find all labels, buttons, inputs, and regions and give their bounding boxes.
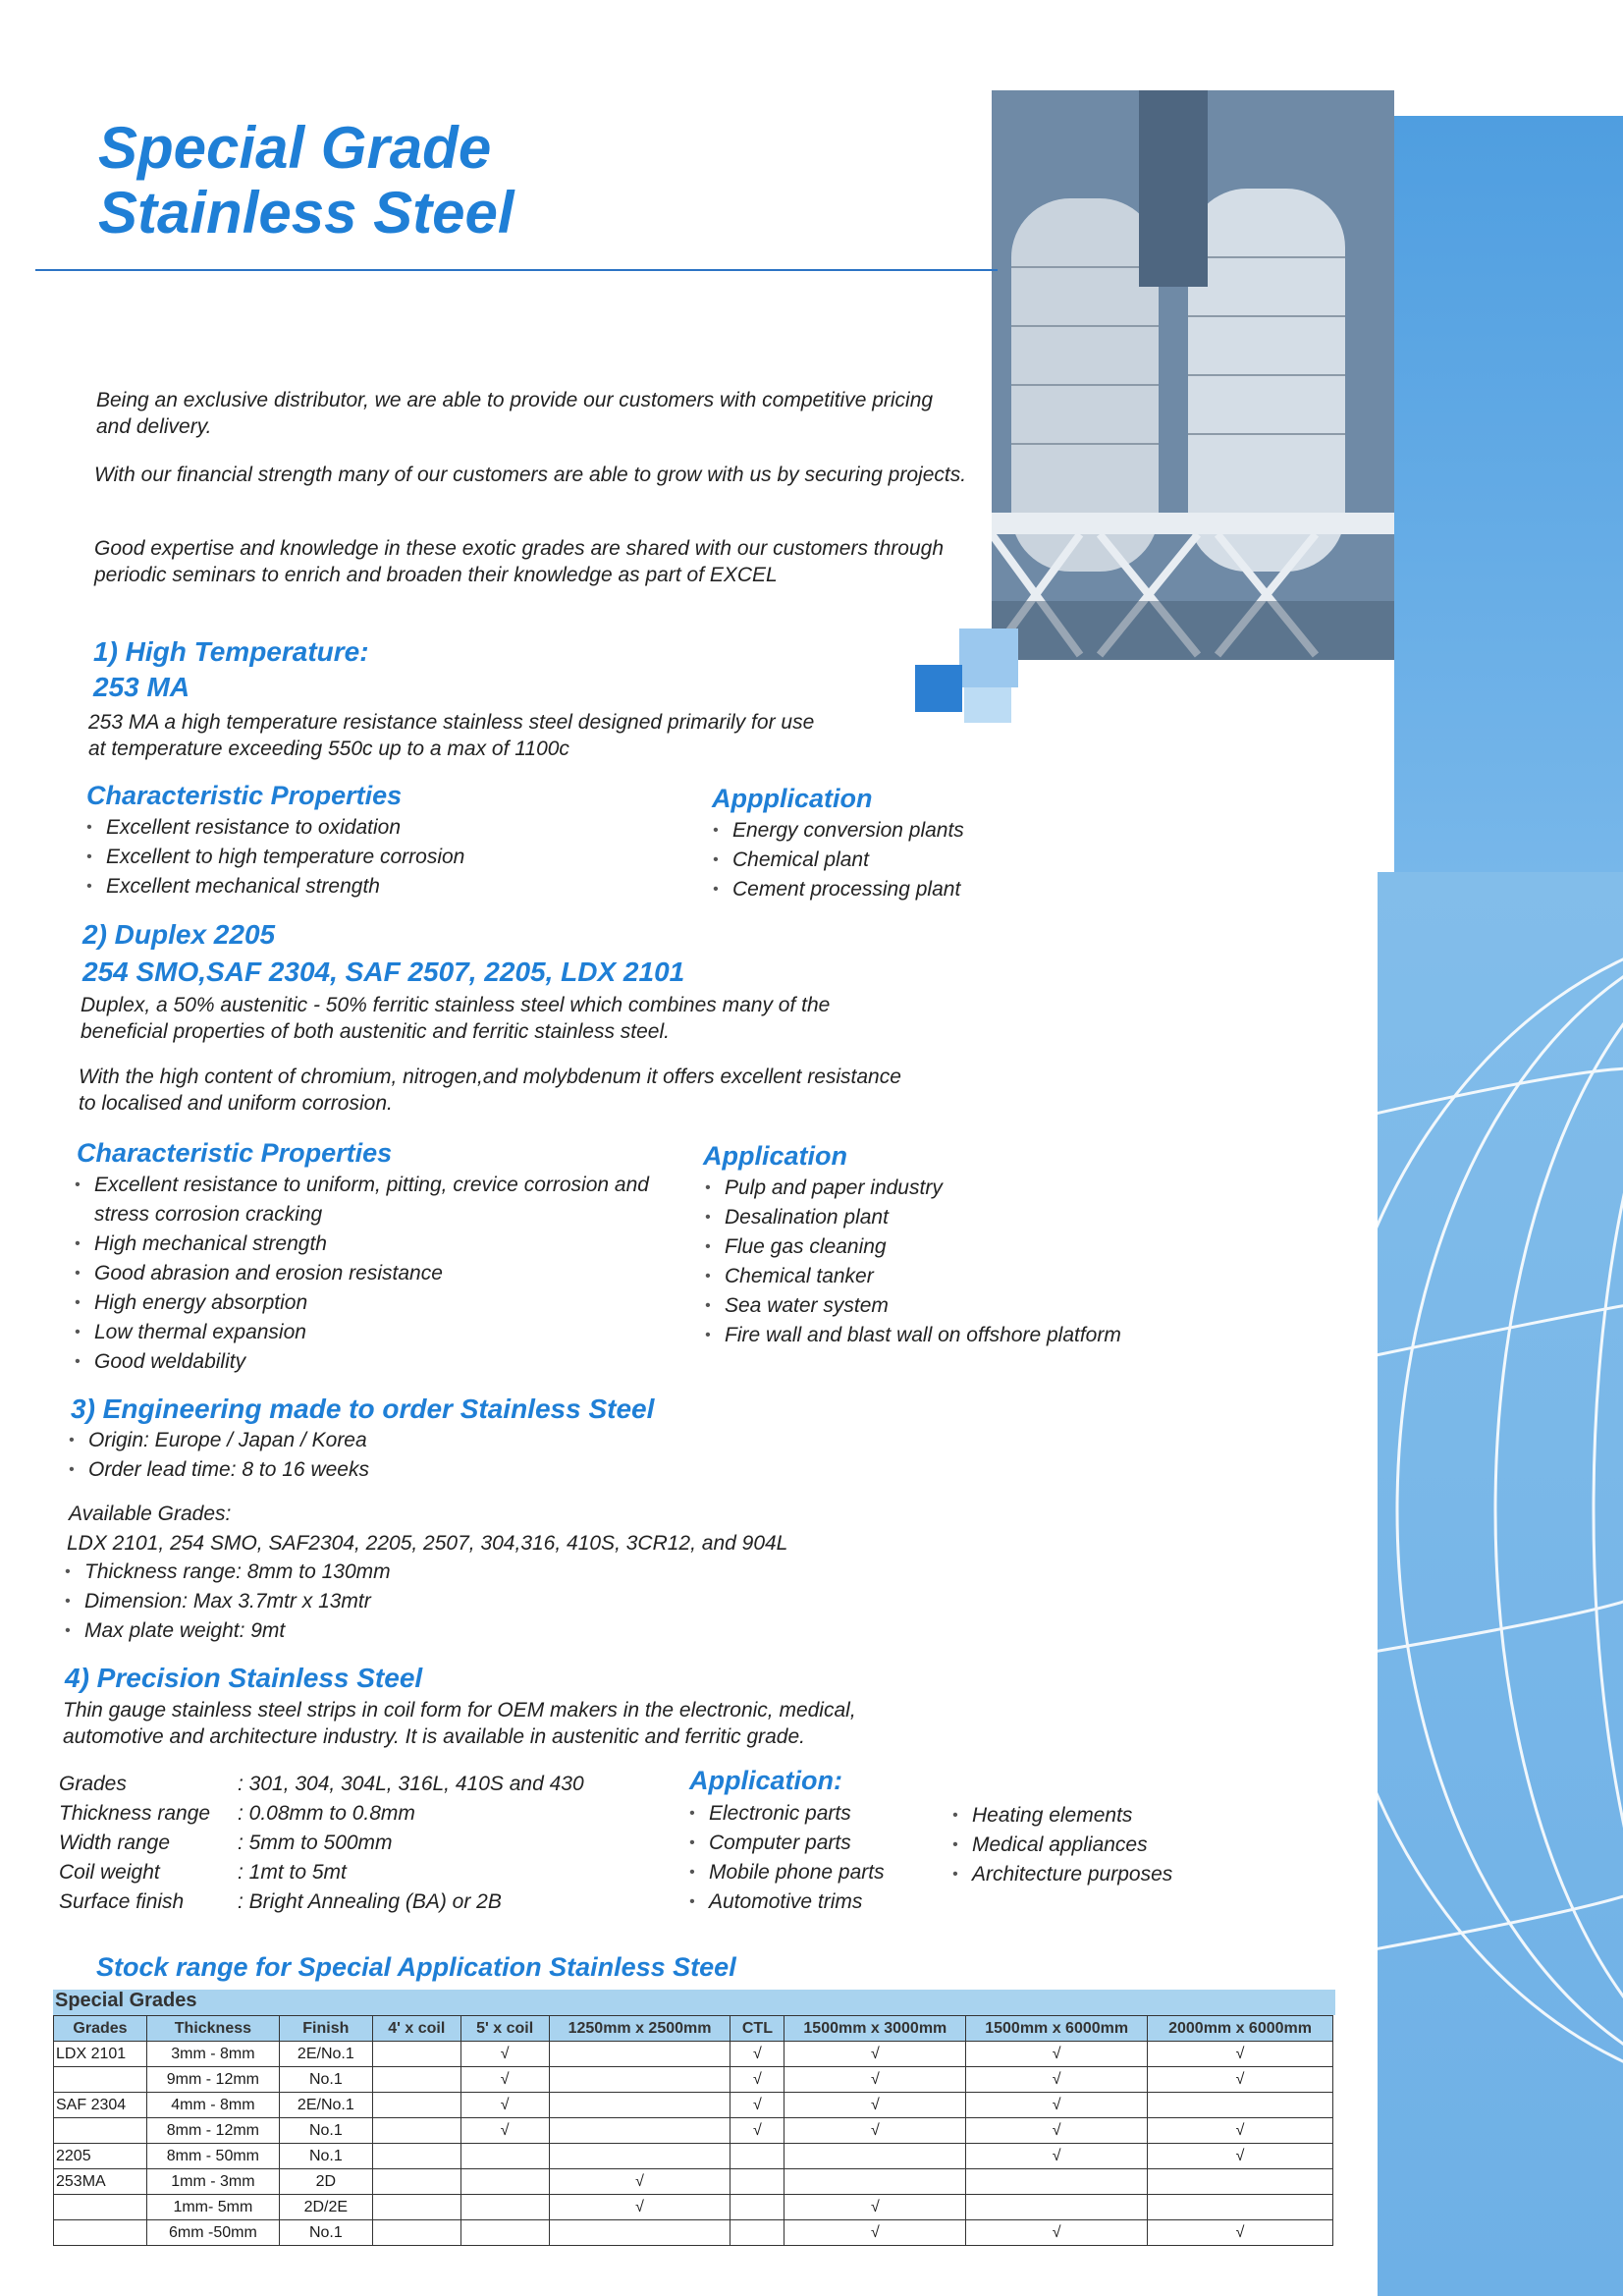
- section-2-application-list: [705, 1174, 1294, 1350]
- table-cell: 4mm - 8mm: [146, 2093, 279, 2118]
- section-2-application-heading: Application: [703, 1141, 847, 1171]
- list-item: • Chemical tanker: [705, 1262, 1294, 1291]
- section-4-application-list-1: [689, 1799, 945, 1917]
- availability-cell: √: [730, 2067, 784, 2093]
- spec-value: : 5mm to 500mm: [238, 1831, 393, 1854]
- decor-square: [915, 665, 962, 712]
- table-cell: 2D: [279, 2169, 372, 2195]
- spec-row: [59, 1770, 584, 1799]
- section-3-list: [69, 1426, 658, 1485]
- availability-cell: [549, 2144, 730, 2169]
- availability-cell: √: [460, 2042, 549, 2067]
- availability-cell: √: [730, 2042, 784, 2067]
- list-item: • Mobile phone parts: [689, 1858, 945, 1887]
- table-body: [54, 2042, 1333, 2246]
- section-1-description: 253 MA a high temperature resistance stainless steel designed primarily for use at temperature exceeding 550c up to a max of 1100c: [88, 711, 815, 760]
- table-cell: [54, 2220, 147, 2246]
- section-4-spec-table: [59, 1770, 584, 1917]
- availability-cell: [372, 2042, 460, 2067]
- table-cell: 6mm -50mm: [146, 2220, 279, 2246]
- column-header: CTL: [730, 2016, 784, 2042]
- availability-cell: [549, 2220, 730, 2246]
- list-item: • Electronic parts: [689, 1799, 945, 1829]
- spec-value: : Bright Annealing (BA) or 2B: [238, 1890, 502, 1913]
- availability-cell: [549, 2042, 730, 2067]
- table-row: [54, 2144, 1333, 2169]
- availability-cell: √: [460, 2093, 549, 2118]
- spec-value: : 301, 304, 304L, 316L, 410S and 430: [238, 1773, 584, 1795]
- availability-cell: √: [784, 2042, 966, 2067]
- list-item: • Low thermal expansion: [75, 1318, 664, 1347]
- list-item: • Origin: Europe / Japan / Korea: [69, 1426, 658, 1455]
- section-3-heading: 3) Engineering made to order Stainless Steel: [71, 1394, 655, 1424]
- spec-label: Width range: [59, 1831, 171, 1854]
- availability-cell: √: [966, 2118, 1148, 2144]
- availability-cell: [966, 2195, 1148, 2220]
- table-row: [54, 2118, 1333, 2144]
- section-2-characteristic-heading: Characteristic Properties: [77, 1138, 393, 1168]
- column-header: Thickness: [146, 2016, 279, 2042]
- spec-label: Coil weight: [59, 1861, 160, 1884]
- availability-cell: [372, 2169, 460, 2195]
- list-item: • Max plate weight: 9mt: [65, 1616, 654, 1646]
- list-item: • Heating elements: [952, 1801, 1247, 1831]
- spec-label: Thickness range: [59, 1802, 211, 1825]
- availability-cell: [460, 2169, 549, 2195]
- section-2-description-2: With the high content of chromium, nitrogen,and molybdenum it offers excellent resistance to localised and uniform corrosion.: [79, 1066, 901, 1115]
- availability-cell: √: [966, 2220, 1148, 2246]
- section-2-heading: 2) Duplex 2205: [82, 919, 276, 950]
- list-item: • Sea water system: [705, 1291, 1294, 1321]
- availability-cell: [372, 2093, 460, 2118]
- section-1-application-heading: Appplication: [712, 784, 873, 813]
- availability-cell: √: [784, 2195, 966, 2220]
- list-item: • Automotive trims: [689, 1887, 945, 1917]
- section-1-heading: 1) High Temperature:: [93, 636, 369, 667]
- table-cell: [54, 2118, 147, 2144]
- availability-cell: [730, 2195, 784, 2220]
- availability-cell: √: [784, 2093, 966, 2118]
- list-item: • Architecture purposes: [952, 1860, 1247, 1889]
- column-header: 1500mm x 6000mm: [966, 2016, 1148, 2042]
- section-2-subheading: 254 SMO,SAF 2304, SAF 2507, 2205, LDX 2101: [82, 957, 685, 987]
- table-cell: 8mm - 12mm: [146, 2118, 279, 2144]
- table-cell: No.1: [279, 2118, 372, 2144]
- decor-square: [964, 687, 1011, 723]
- availability-cell: [1148, 2093, 1333, 2118]
- availability-cell: [372, 2144, 460, 2169]
- availability-cell: [372, 2118, 460, 2144]
- column-header: 1250mm x 2500mm: [549, 2016, 730, 2042]
- spec-label: Grades: [59, 1773, 127, 1795]
- decor-square: [959, 629, 1018, 687]
- section-1-subheading: 253 MA: [93, 672, 190, 702]
- availability-cell: [1148, 2169, 1333, 2195]
- availability-cell: √: [730, 2093, 784, 2118]
- list-item: • Excellent resistance to uniform, pitting, crevice corrosion and stress corrosion cracking: [75, 1171, 664, 1230]
- table-cell: 3mm - 8mm: [146, 2042, 279, 2067]
- availability-cell: [784, 2169, 966, 2195]
- table-cell: No.1: [279, 2144, 372, 2169]
- column-header: 2000mm x 6000mm: [1148, 2016, 1333, 2042]
- availability-cell: [730, 2220, 784, 2246]
- list-item: • Computer parts: [689, 1829, 945, 1858]
- section-1-application-list: [713, 816, 1106, 904]
- intro-paragraph-1: Being an exclusive distributor, we are able to provide our customers with competitive pricing and delivery.: [96, 389, 934, 438]
- spec-row: [59, 1799, 584, 1829]
- availability-cell: √: [1148, 2118, 1333, 2144]
- availability-cell: √: [1148, 2067, 1333, 2093]
- spec-value: : 1mt to 5mt: [238, 1861, 347, 1884]
- section-1-characteristic-list: [86, 813, 636, 902]
- list-item: • Excellent mechanical strength: [86, 872, 636, 902]
- table-cell: 1mm- 5mm: [146, 2195, 279, 2220]
- list-item: • High energy absorption: [75, 1288, 664, 1318]
- spec-label: Surface finish: [59, 1890, 185, 1913]
- table-row: [54, 2169, 1333, 2195]
- availability-cell: √: [966, 2144, 1148, 2169]
- list-item: • Energy conversion plants: [713, 816, 1106, 846]
- availability-cell: [372, 2067, 460, 2093]
- list-item: • Good weldability: [75, 1347, 664, 1377]
- availability-cell: √: [730, 2118, 784, 2144]
- stock-range-title: Stock range for Special Application Stainless Steel: [96, 1952, 736, 1982]
- availability-cell: [372, 2195, 460, 2220]
- table-row: [54, 2093, 1333, 2118]
- availability-cell: [372, 2220, 460, 2246]
- availability-cell: [730, 2144, 784, 2169]
- section-2-description-1: Duplex, a 50% austenitic - 50% ferritic stainless steel which combines many of the beneficial properties of both austenitic and ferritic stainless steel.: [81, 994, 831, 1043]
- list-item: • Medical appliances: [952, 1831, 1247, 1860]
- availability-cell: √: [1148, 2042, 1333, 2067]
- availability-cell: √: [460, 2067, 549, 2093]
- intro-paragraph-3: Good expertise and knowledge in these exotic grades are shared with our customers through periodic seminars to enrich and broaden their knowledge as part of EXCEL: [94, 537, 944, 586]
- table-cell: LDX 2101: [54, 2042, 147, 2067]
- intro-paragraph-2: With our financial strength many of our customers are able to grow with us by securing projects.: [94, 464, 967, 486]
- section-1-characteristic-heading: Characteristic Properties: [86, 781, 403, 810]
- blue-side-panel-top: [1394, 116, 1623, 872]
- globe-side-panel: [1378, 872, 1623, 2296]
- title-line-1: Special Grade: [98, 115, 492, 181]
- table-cell: 8mm - 50mm: [146, 2144, 279, 2169]
- list-item: • Pulp and paper industry: [705, 1174, 1294, 1203]
- availability-cell: [784, 2144, 966, 2169]
- availability-cell: [549, 2118, 730, 2144]
- section-3-grades: LDX 2101, 254 SMO, SAF2304, 2205, 2507, 304,316, 410S, 3CR12, and 904L: [67, 1532, 788, 1555]
- availability-cell: [460, 2195, 549, 2220]
- table-row: [54, 2220, 1333, 2246]
- table-cell: SAF 2304: [54, 2093, 147, 2118]
- availability-cell: [549, 2067, 730, 2093]
- availability-cell: √: [549, 2195, 730, 2220]
- section-3-grades-label: Available Grades:: [69, 1503, 232, 1525]
- availability-cell: [460, 2220, 549, 2246]
- table-cell: [54, 2195, 147, 2220]
- section-4-application-heading: Application:: [689, 1766, 842, 1795]
- list-item: • Chemical plant: [713, 846, 1106, 875]
- table-row: [54, 2067, 1333, 2093]
- title-line-2: Stainless Steel: [98, 180, 514, 246]
- availability-cell: √: [549, 2169, 730, 2195]
- spec-value: : 0.08mm to 0.8mm: [238, 1802, 415, 1825]
- list-item: • Good abrasion and erosion resistance: [75, 1259, 664, 1288]
- section-4-application-list-2: [952, 1801, 1247, 1889]
- availability-cell: √: [784, 2118, 966, 2144]
- table-cell: 253MA: [54, 2169, 147, 2195]
- column-header: Grades: [54, 2016, 147, 2042]
- availability-cell: √: [784, 2220, 966, 2246]
- list-item: • Excellent resistance to oxidation: [86, 813, 636, 843]
- stock-range-table: [53, 2015, 1333, 2246]
- title-divider: [35, 269, 998, 271]
- column-header: 5' x coil: [460, 2016, 549, 2042]
- availability-cell: √: [460, 2118, 549, 2144]
- availability-cell: [549, 2093, 730, 2118]
- list-item: • Cement processing plant: [713, 875, 1106, 904]
- page-title: [98, 116, 514, 246]
- table-cell: 2D/2E: [279, 2195, 372, 2220]
- list-item: • Excellent to high temperature corrosion: [86, 843, 636, 872]
- section-2-characteristic-list: [75, 1171, 664, 1377]
- availability-cell: √: [784, 2067, 966, 2093]
- table-row: [54, 2042, 1333, 2067]
- table-row: [54, 2195, 1333, 2220]
- availability-cell: [730, 2169, 784, 2195]
- section-4-description: Thin gauge stainless steel strips in coil form for OEM makers in the electronic, medical, automotive and architecture industry. It is available in austenitic and ferritic grade.: [63, 1699, 856, 1748]
- table-cell: 2E/No.1: [279, 2093, 372, 2118]
- availability-cell: √: [1148, 2220, 1333, 2246]
- table-cell: [54, 2067, 147, 2093]
- section-3-specs-list: [65, 1558, 654, 1646]
- list-item: • Thickness range: 8mm to 130mm: [65, 1558, 654, 1587]
- table-cell: 2E/No.1: [279, 2042, 372, 2067]
- globe-graphic: [1378, 872, 1623, 2296]
- industrial-silo-photo: [992, 90, 1394, 660]
- table-cell: 1mm - 3mm: [146, 2169, 279, 2195]
- table-header-row: [54, 2016, 1333, 2042]
- availability-cell: √: [1148, 2144, 1333, 2169]
- availability-cell: √: [966, 2042, 1148, 2067]
- spec-row: [59, 1858, 584, 1887]
- availability-cell: √: [966, 2093, 1148, 2118]
- list-item: • Dimension: Max 3.7mtr x 13mtr: [65, 1587, 654, 1616]
- list-item: • Flue gas cleaning: [705, 1232, 1294, 1262]
- list-item: • Order lead time: 8 to 16 weeks: [69, 1455, 658, 1485]
- list-item: • High mechanical strength: [75, 1230, 664, 1259]
- column-header: Finish: [279, 2016, 372, 2042]
- column-header: 4' x coil: [372, 2016, 460, 2042]
- availability-cell: [460, 2144, 549, 2169]
- section-4-heading: 4) Precision Stainless Steel: [65, 1663, 423, 1693]
- availability-cell: [966, 2169, 1148, 2195]
- spec-row: [59, 1887, 584, 1917]
- table-cell: 9mm - 12mm: [146, 2067, 279, 2093]
- table-cell: 2205: [54, 2144, 147, 2169]
- table-cell: No.1: [279, 2220, 372, 2246]
- list-item: • Desalination plant: [705, 1203, 1294, 1232]
- table-cell: No.1: [279, 2067, 372, 2093]
- availability-cell: √: [966, 2067, 1148, 2093]
- special-grades-label: Special Grades: [53, 1990, 1335, 2015]
- column-header: 1500mm x 3000mm: [784, 2016, 966, 2042]
- list-item: • Fire wall and blast wall on offshore platform: [705, 1321, 1294, 1350]
- availability-cell: [1148, 2195, 1333, 2220]
- spec-row: [59, 1829, 584, 1858]
